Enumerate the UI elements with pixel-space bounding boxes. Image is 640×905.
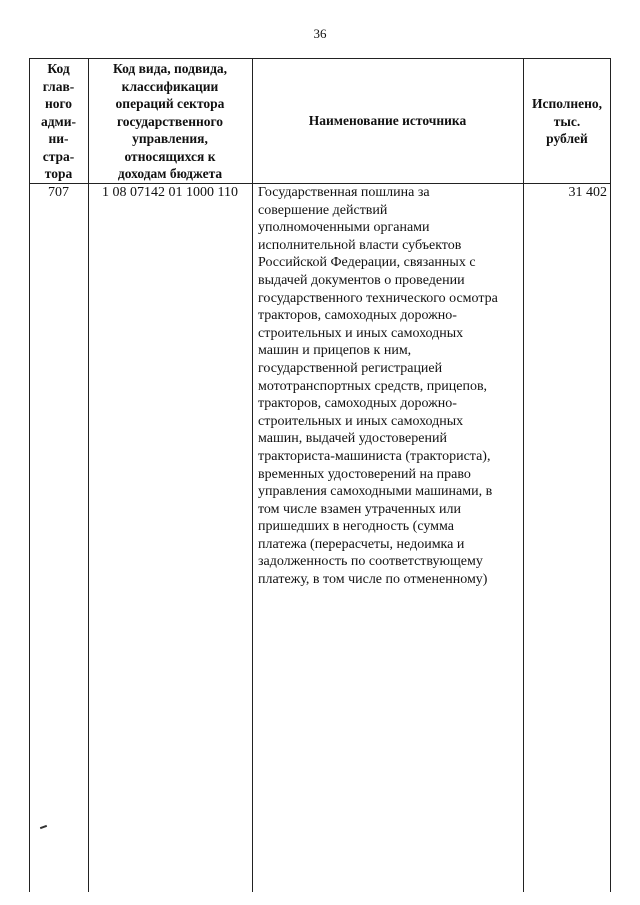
header-source-name: Наименование источника — [308, 113, 467, 128]
page-number: 36 — [313, 26, 327, 41]
cell-classification-code: 1 08 07142 01 1000 110 — [102, 185, 238, 200]
header-executed: Исполнено, тыс. рублей — [531, 96, 603, 146]
cell-executed: 31 402 — [568, 185, 607, 200]
cell-admin-code: 707 — [48, 185, 69, 200]
cell-source-name: Государственная пошлина за совершение действий уполномоченными органами исполнительной власти субъектов Российской Федерации, связанных с выдачей документов о проведении государственного технического осмотра тракторов, самоходных дорожно- строительных и иных самоходных машин и прицепов к ним, государственной регистрацией мототранспортных средств, прицепов, тракторов, самоходных дорожно- строительных и иных самоходных машин, выдачей удостоверений тракториста-машиниста (тракториста), временных удостоверений на право управления самоходными машинами, в том числе взамен утраченных или пришедших в негодность (сумма платежа (перерасчеты, недоимка и задолженность по соответствующему платежу, в том числе по отмененному) — [258, 185, 498, 588]
header-admin-code: Код глав- ного адми- ни- стра- тора — [40, 61, 77, 181]
header-classification-code: Код вида, подвида, классификации операций сектора государственного управления, относящихся к доходам бюджета — [112, 61, 228, 181]
column-divider-2 — [252, 58, 253, 892]
